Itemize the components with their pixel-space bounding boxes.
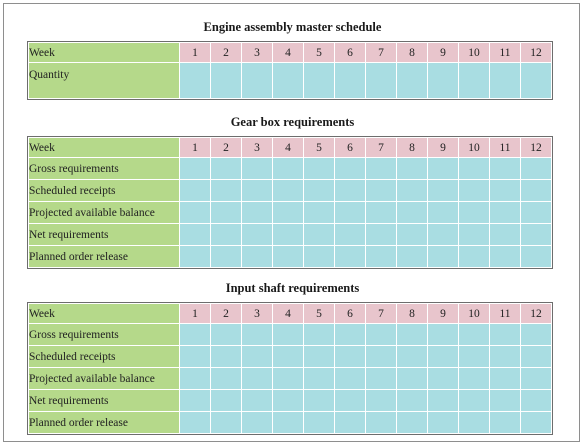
week-number: 5 <box>304 304 335 324</box>
input-cell[interactable] <box>428 412 459 434</box>
input-cell[interactable] <box>459 224 490 246</box>
input-cell[interactable] <box>428 180 459 202</box>
input-cell[interactable] <box>459 412 490 434</box>
input-cell[interactable] <box>211 346 242 368</box>
input-cell[interactable] <box>242 390 273 412</box>
week-number: 7 <box>366 138 397 158</box>
week-number: 10 <box>459 138 490 158</box>
week-number: 9 <box>428 43 459 63</box>
input-cell[interactable] <box>335 180 366 202</box>
input-cell[interactable] <box>459 346 490 368</box>
input-cell[interactable] <box>304 180 335 202</box>
input-cell[interactable] <box>273 158 304 180</box>
input-cell[interactable] <box>273 368 304 390</box>
input-cell[interactable] <box>521 412 552 434</box>
input-cell[interactable] <box>180 246 211 268</box>
input-cell[interactable] <box>180 390 211 412</box>
input-cell[interactable] <box>335 368 366 390</box>
input-cell[interactable] <box>242 180 273 202</box>
row-label: Gross requirements <box>29 324 180 346</box>
input-cell[interactable] <box>459 202 490 224</box>
week-number: 6 <box>335 304 366 324</box>
week-header-row <box>29 43 552 63</box>
planned-order-release-row <box>29 412 552 434</box>
input-cell[interactable] <box>335 224 366 246</box>
input-cell[interactable] <box>459 158 490 180</box>
input-cell[interactable] <box>428 246 459 268</box>
week-number: 2 <box>211 43 242 63</box>
week-number: 2 <box>211 304 242 324</box>
input-cell[interactable] <box>273 63 304 99</box>
row-label: Planned order release <box>29 246 180 268</box>
input-cell[interactable] <box>180 346 211 368</box>
input-cell[interactable] <box>211 412 242 434</box>
gear-box-table <box>28 137 552 268</box>
input-cell[interactable] <box>490 158 521 180</box>
input-cell[interactable] <box>180 63 211 99</box>
scheduled-receipts-row <box>29 180 552 202</box>
input-cell[interactable] <box>242 324 273 346</box>
row-label: Projected available balance <box>29 202 180 224</box>
input-cell[interactable] <box>335 202 366 224</box>
input-shaft-table <box>28 303 552 434</box>
input-cell[interactable] <box>397 180 428 202</box>
input-cell[interactable] <box>242 202 273 224</box>
input-cell[interactable] <box>366 158 397 180</box>
week-label: Week <box>29 304 180 324</box>
input-cell[interactable] <box>211 180 242 202</box>
input-cell[interactable] <box>335 246 366 268</box>
input-cell[interactable] <box>335 324 366 346</box>
quantity-row <box>29 63 552 99</box>
week-number: 10 <box>459 43 490 63</box>
input-cell[interactable] <box>335 63 366 99</box>
week-number: 5 <box>304 138 335 158</box>
input-cell[interactable] <box>366 390 397 412</box>
input-cell[interactable] <box>521 246 552 268</box>
input-cell[interactable] <box>428 63 459 99</box>
input-cell[interactable] <box>490 246 521 268</box>
week-label: Week <box>29 43 180 63</box>
input-cell[interactable] <box>242 246 273 268</box>
input-cell[interactable] <box>273 390 304 412</box>
net-requirements-row <box>29 390 552 412</box>
input-cell[interactable] <box>211 246 242 268</box>
input-cell[interactable] <box>366 246 397 268</box>
input-cell[interactable] <box>459 246 490 268</box>
input-cell[interactable] <box>304 324 335 346</box>
week-number: 7 <box>366 43 397 63</box>
input-cell[interactable] <box>428 346 459 368</box>
net-requirements-row <box>29 224 552 246</box>
input-cell[interactable] <box>459 324 490 346</box>
input-cell[interactable] <box>211 224 242 246</box>
input-cell[interactable] <box>304 412 335 434</box>
row-label: Projected available balance <box>29 368 180 390</box>
input-cell[interactable] <box>428 368 459 390</box>
input-cell[interactable] <box>180 202 211 224</box>
gross-requirements-row <box>29 158 552 180</box>
week-header-row <box>29 304 552 324</box>
scheduled-receipts-row <box>29 346 552 368</box>
input-cell[interactable] <box>397 63 428 99</box>
input-cell[interactable] <box>397 346 428 368</box>
input-cell[interactable] <box>366 224 397 246</box>
engine-schedule-table <box>28 42 552 99</box>
week-number: 2 <box>211 138 242 158</box>
week-number: 1 <box>180 138 211 158</box>
input-cell[interactable] <box>490 63 521 99</box>
week-number: 4 <box>273 304 304 324</box>
week-number: 6 <box>335 43 366 63</box>
input-cell[interactable] <box>397 368 428 390</box>
input-cell[interactable] <box>242 368 273 390</box>
input-cell[interactable] <box>366 63 397 99</box>
input-cell[interactable] <box>180 412 211 434</box>
input-cell[interactable] <box>366 324 397 346</box>
input-cell[interactable] <box>211 324 242 346</box>
input-cell[interactable] <box>490 390 521 412</box>
row-label: Gross requirements <box>29 158 180 180</box>
input-cell[interactable] <box>428 202 459 224</box>
week-number: 11 <box>490 304 521 324</box>
projected-available-balance-row <box>29 368 552 390</box>
input-cell[interactable] <box>242 224 273 246</box>
week-number: 8 <box>397 304 428 324</box>
input-cell[interactable] <box>180 224 211 246</box>
input-cell[interactable] <box>304 368 335 390</box>
section-title-engine: Engine assembly master schedule <box>203 20 382 34</box>
input-cell[interactable] <box>521 158 552 180</box>
input-cell[interactable] <box>397 324 428 346</box>
week-number: 12 <box>521 43 552 63</box>
input-cell[interactable] <box>490 368 521 390</box>
input-cell[interactable] <box>273 324 304 346</box>
input-cell[interactable] <box>490 202 521 224</box>
week-number: 3 <box>242 43 273 63</box>
input-cell[interactable] <box>211 63 242 99</box>
input-cell[interactable] <box>397 246 428 268</box>
input-cell[interactable] <box>242 412 273 434</box>
input-cell[interactable] <box>273 412 304 434</box>
input-cell[interactable] <box>304 346 335 368</box>
input-cell[interactable] <box>273 202 304 224</box>
week-label: Week <box>29 138 180 158</box>
input-cell[interactable] <box>335 412 366 434</box>
input-cell[interactable] <box>366 412 397 434</box>
week-number: 8 <box>397 43 428 63</box>
input-cell[interactable] <box>273 224 304 246</box>
input-cell[interactable] <box>490 346 521 368</box>
week-number: 1 <box>180 43 211 63</box>
input-cell[interactable] <box>397 202 428 224</box>
input-cell[interactable] <box>428 224 459 246</box>
week-number: 12 <box>521 304 552 324</box>
row-label: Net requirements <box>29 224 180 246</box>
week-number: 8 <box>397 138 428 158</box>
input-cell[interactable] <box>366 368 397 390</box>
input-cell[interactable] <box>490 412 521 434</box>
week-number: 4 <box>273 138 304 158</box>
input-cell[interactable] <box>211 158 242 180</box>
input-cell[interactable] <box>242 158 273 180</box>
input-cell[interactable] <box>397 224 428 246</box>
planned-order-release-row <box>29 246 552 268</box>
row-label: Net requirements <box>29 390 180 412</box>
input-cell[interactable] <box>180 180 211 202</box>
projected-available-balance-row <box>29 202 552 224</box>
input-cell[interactable] <box>521 324 552 346</box>
input-cell[interactable] <box>242 346 273 368</box>
input-cell[interactable] <box>459 63 490 99</box>
input-cell[interactable] <box>490 180 521 202</box>
input-cell[interactable] <box>521 390 552 412</box>
week-header-row <box>29 138 552 158</box>
week-number: 1 <box>180 304 211 324</box>
input-cell[interactable] <box>273 246 304 268</box>
input-cell[interactable] <box>490 224 521 246</box>
input-cell[interactable] <box>211 368 242 390</box>
input-cell[interactable] <box>490 324 521 346</box>
input-cell[interactable] <box>397 412 428 434</box>
input-cell[interactable] <box>304 202 335 224</box>
input-cell[interactable] <box>304 246 335 268</box>
input-cell[interactable] <box>335 390 366 412</box>
input-cell[interactable] <box>397 158 428 180</box>
week-number: 4 <box>273 43 304 63</box>
week-number: 3 <box>242 138 273 158</box>
input-cell[interactable] <box>211 202 242 224</box>
input-cell[interactable] <box>304 158 335 180</box>
input-cell[interactable] <box>180 324 211 346</box>
input-cell[interactable] <box>180 158 211 180</box>
input-cell[interactable] <box>211 390 242 412</box>
input-cell[interactable] <box>366 202 397 224</box>
week-number: 3 <box>242 304 273 324</box>
input-cell[interactable] <box>521 63 552 99</box>
input-cell[interactable] <box>459 180 490 202</box>
input-cell[interactable] <box>335 158 366 180</box>
input-cell[interactable] <box>304 63 335 99</box>
input-cell[interactable] <box>335 346 366 368</box>
week-number: 9 <box>428 304 459 324</box>
input-cell[interactable] <box>180 368 211 390</box>
week-number: 12 <box>521 138 552 158</box>
input-cell[interactable] <box>242 63 273 99</box>
input-cell[interactable] <box>273 346 304 368</box>
input-cell[interactable] <box>304 390 335 412</box>
input-cell[interactable] <box>428 390 459 412</box>
input-cell[interactable] <box>459 368 490 390</box>
input-cell[interactable] <box>459 390 490 412</box>
week-number: 11 <box>490 138 521 158</box>
input-cell[interactable] <box>366 180 397 202</box>
input-cell[interactable] <box>366 346 397 368</box>
week-number: 6 <box>335 138 366 158</box>
week-number: 7 <box>366 304 397 324</box>
input-cell[interactable] <box>397 390 428 412</box>
row-label: Scheduled receipts <box>29 346 180 368</box>
week-number: 11 <box>490 43 521 63</box>
input-cell[interactable] <box>521 180 552 202</box>
section-title-gear-box: Gear box requirements <box>230 115 355 129</box>
row-label: Scheduled receipts <box>29 180 180 202</box>
input-cell[interactable] <box>428 158 459 180</box>
week-number: 9 <box>428 138 459 158</box>
input-cell[interactable] <box>428 324 459 346</box>
gross-requirements-row <box>29 324 552 346</box>
week-number: 10 <box>459 304 490 324</box>
input-cell[interactable] <box>273 180 304 202</box>
input-cell[interactable] <box>521 224 552 246</box>
input-cell[interactable] <box>304 224 335 246</box>
input-cell[interactable] <box>521 202 552 224</box>
section-title-input-shaft: Input shaft requirements <box>225 281 360 295</box>
row-label: Quantity <box>29 63 180 99</box>
input-cell[interactable] <box>521 368 552 390</box>
week-number: 5 <box>304 43 335 63</box>
input-cell[interactable] <box>521 346 552 368</box>
row-label: Planned order release <box>29 412 180 434</box>
